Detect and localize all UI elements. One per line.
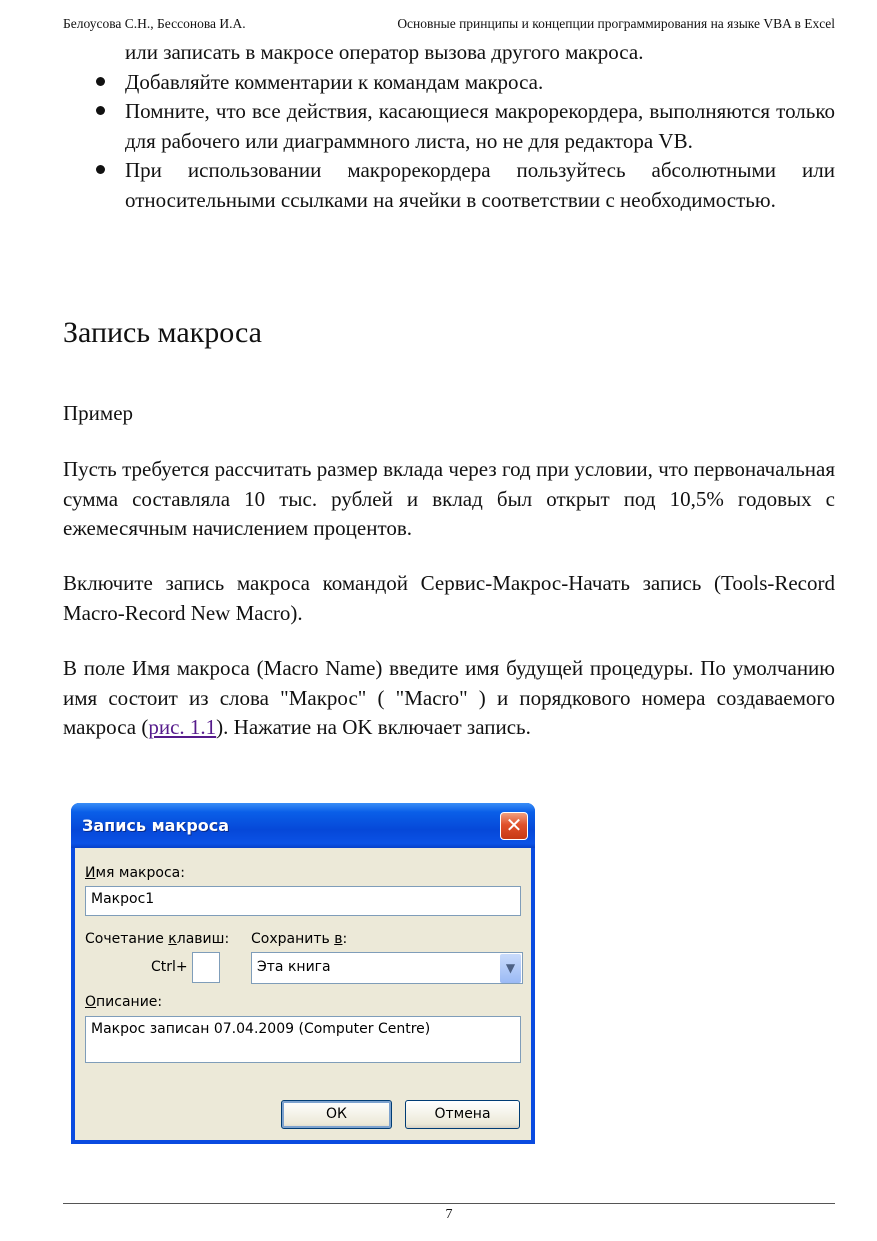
subheading: Пример [63,401,134,425]
tips-list [125,38,835,216]
bullet-icon [96,77,105,86]
label-text: Сочетание [85,931,169,947]
label-accesskey: И [85,865,96,881]
section-title: Запись макроса [63,316,262,349]
page-header [63,16,835,36]
list-item [125,156,835,215]
figure-link[interactable]: рис. 1.1 [148,715,217,740]
label-text: писание: [96,994,163,1010]
footer-divider [63,1203,835,1204]
bullet-icon [96,106,105,115]
shortcut-key-input[interactable] [192,952,220,983]
macro-name-label [85,865,185,881]
store-in-value: Эта книга [257,959,331,975]
label-text: Сохранить [251,931,335,947]
cancel-button[interactable]: Отмена [405,1100,520,1129]
paragraph-command: Включите запись макроса командой Сервис-Макрос-Начать запись (Tools-Record Macro-Record New Macro). [63,571,835,625]
label-accesskey: О [85,994,97,1010]
page-number: 7 [445,1207,453,1222]
description-textarea[interactable]: Макрос записан 07.04.2009 (Computer Centre) [85,1016,521,1063]
header-title: Основные принципы и концепции программирования на языке VBA в Excel [397,16,835,31]
paragraph-text: ). Нажатие на OK включает запись. [216,715,531,740]
macro-name-input[interactable]: Макрос1 [85,886,521,916]
paragraph-macro-name [63,654,835,743]
paragraph-text: В поле Имя макроса (Macro Name) введите имя будущей процедуры. По умолчанию имя состоит из слова "Макрос" ( "Macro" ) и порядкового номера создаваемого макроса ( [63,656,835,740]
paragraph-task: Пусть требуется рассчитать размер вклада через год при условии, что первоначальная сумма составляла 10 тыс. рублей и вклад был открыт под 10,5% годовых с ежемесячным начислением процентов. [63,457,835,541]
label-accesskey: к [168,931,177,947]
store-in-label [251,931,347,947]
ok-button[interactable]: ОК [281,1100,392,1129]
label-text: : [342,931,348,947]
list-item-text: Помните, что все действия, касающиеся макрорекордера, выполняются только для рабочего или диаграммного листа, но не для редактора VB. [125,99,835,153]
list-item [125,68,835,98]
list-continuation: или записать в макросе оператор вызова другого макроса. [125,40,644,64]
ctrl-label: Ctrl+ [151,959,188,975]
bullet-icon [96,165,105,174]
list-item-text: Добавляйте комментарии к командам макроса. [125,69,544,94]
store-in-select[interactable] [251,952,523,984]
dialog-titlebar[interactable] [71,803,535,848]
list-item [125,97,835,156]
record-macro-dialog [71,803,535,1144]
description-label [85,994,162,1010]
header-authors: Белоусова С.Н., Бессонова И.А. [63,16,246,31]
dialog-title: Запись макроса [82,816,230,835]
list-item-text: При использовании макрорекордера пользуйтесь абсолютными или относительными ссылками на ячейки в соответствии с необходимостью. [125,158,835,212]
close-icon[interactable]: ✕ [500,812,528,840]
label-accesskey: в [334,931,343,947]
dialog-body [75,848,531,1140]
chevron-down-icon[interactable]: ▼ [500,954,521,983]
label-text: лавиш: [176,931,230,947]
label-text: мя макроса: [95,865,185,881]
shortcut-label [85,931,229,947]
